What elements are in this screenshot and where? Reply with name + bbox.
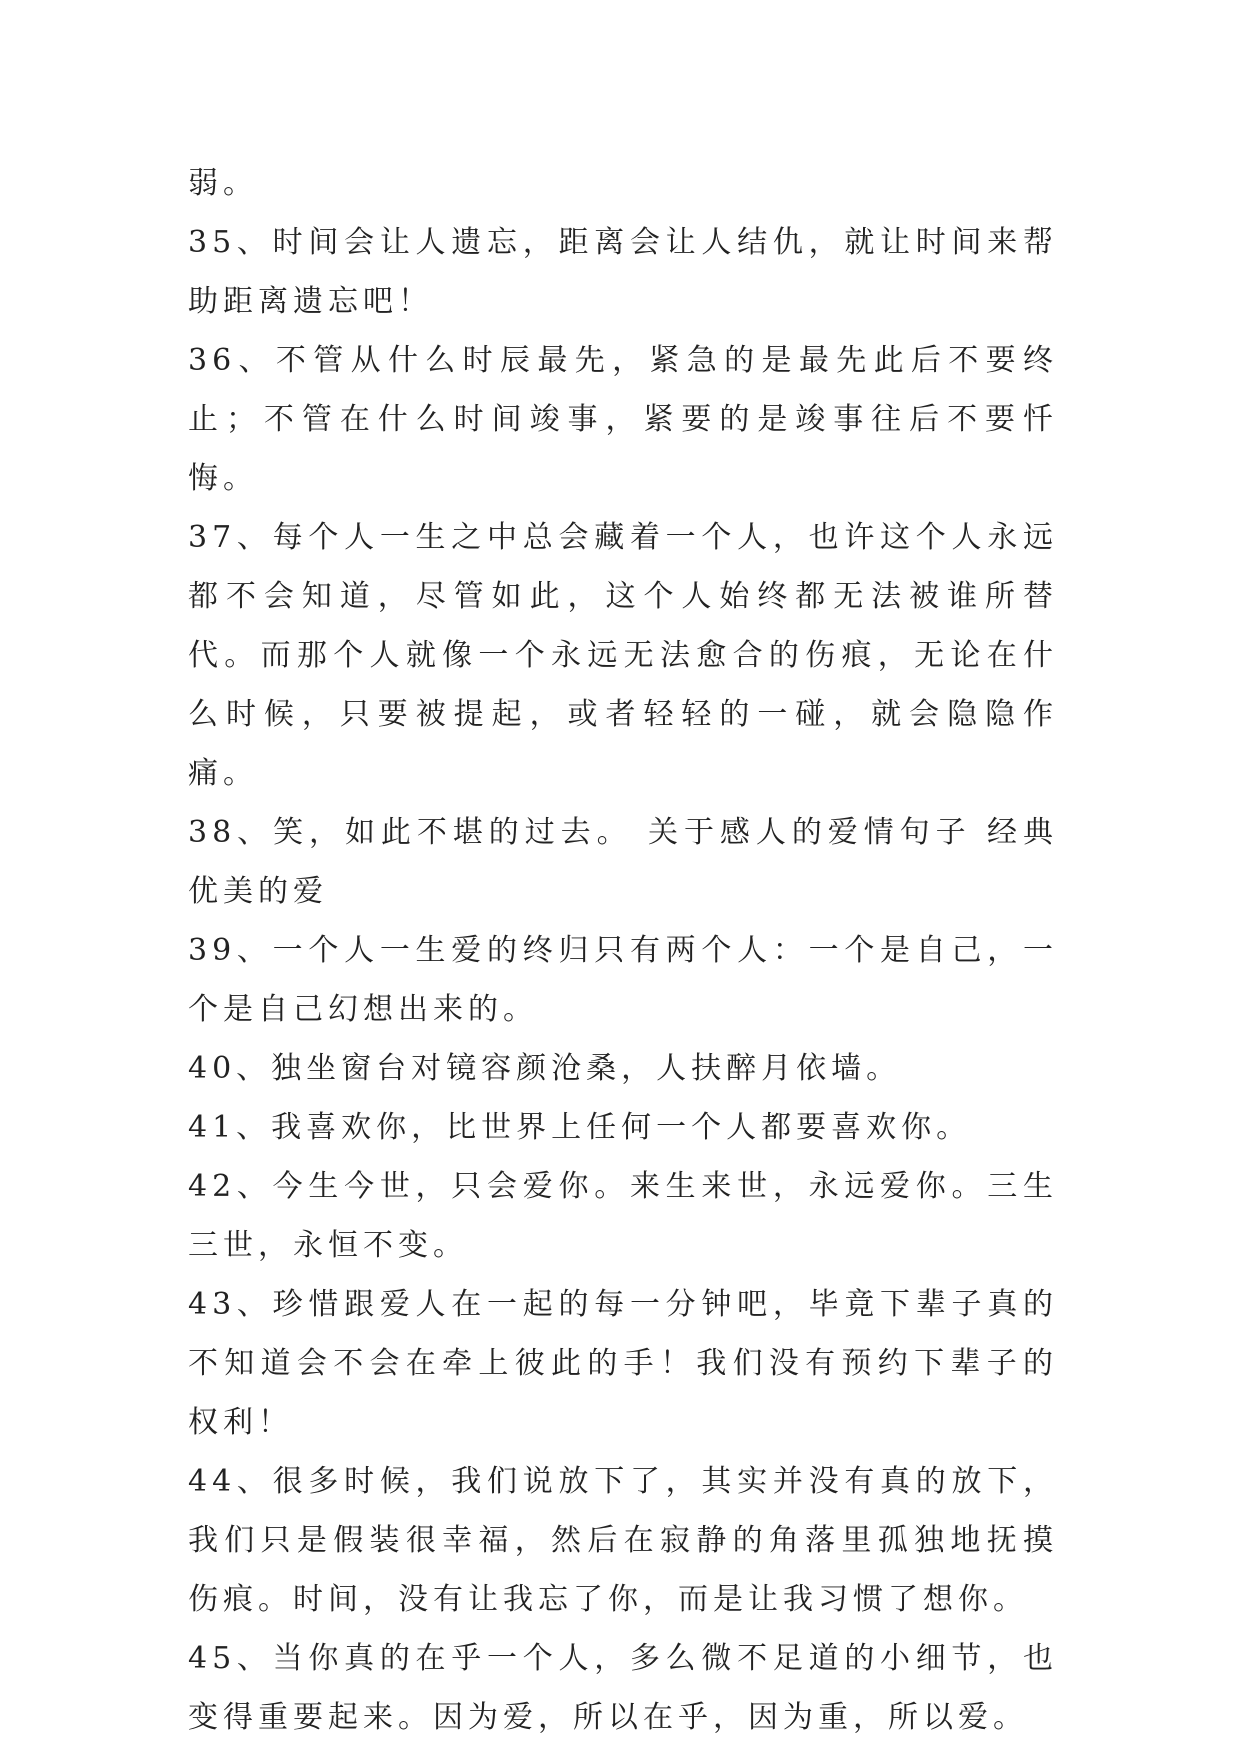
paragraph-41: 41、我喜欢你，比世界上任何一个人都要喜欢你。 (188, 1110, 972, 1145)
paragraph-39: 39、一个人一生爱的终归只有两个人：一个是自己，一个是自己幻想出来的。 (188, 933, 1058, 1027)
paragraph-43: 43、珍惜跟爱人在一起的每一分钟吧，毕竟下辈子真的不知道会不会在牵上彼此的手！我们没有预约下辈子的权利！ (188, 1287, 1058, 1440)
paragraph-40: 40、独坐窗台对镜容颜沧桑，人扶醉月依墙。 (188, 1051, 902, 1086)
paragraph-38: 38、笑，如此不堪的过去。 关于感人的爱情句子 经典优美的爱 (188, 815, 1058, 909)
paragraph-35: 35、时间会让人遗忘，距离会让人结仇，就让时间来帮助距离遗忘吧！ (188, 225, 1058, 319)
paragraph-36: 36、不管从什么时辰最先，紧急的是最先此后不要终止；不管在什么时间竣事，紧要的是竣事往后不要忏悔。 (188, 343, 1058, 496)
paragraph-continuation: 弱。 (188, 166, 258, 201)
document-body (188, 154, 1058, 1747)
paragraph-44: 44、很多时候，我们说放下了，其实并没有真的放下，我们只是假装很幸福，然后在寂静的角落里孤独地抚摸伤痕。时间，没有让我忘了你，而是让我习惯了想你。 (188, 1464, 1058, 1617)
paragraph-37: 37、每个人一生之中总会藏着一个人，也许这个人永远都不会知道，尽管如此，这个人始终都无法被谁所替代。而那个人就像一个永远无法愈合的伤痕，无论在什么时候，只要被提起，或者轻轻的一碰，就会隐隐作痛。 (188, 520, 1058, 791)
paragraph-45: 45、当你真的在乎一个人，多么微不足道的小细节，也变得重要起来。因为爱，所以在乎，因为重，所以爱。 (188, 1641, 1058, 1735)
paragraph-42: 42、今生今世，只会爱你。来生来世，永远爱你。三生三世，永恒不变。 (188, 1169, 1058, 1263)
